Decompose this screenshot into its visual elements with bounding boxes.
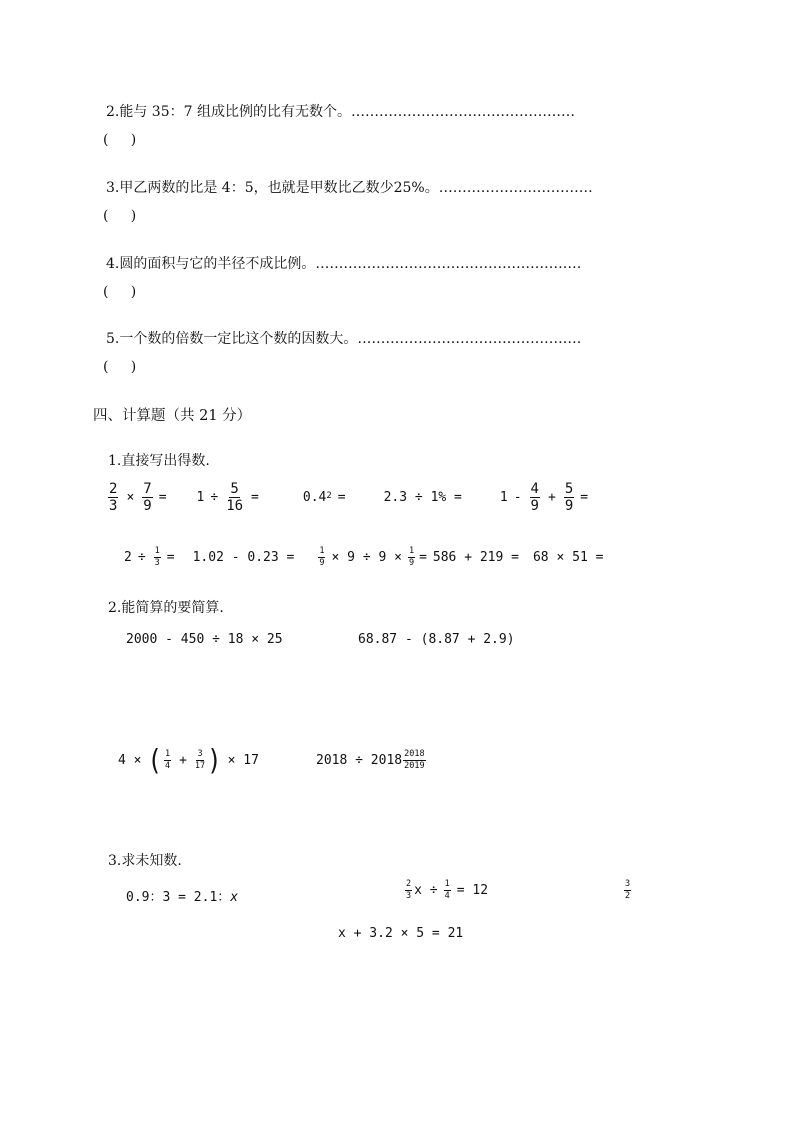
calc-row-2 (124, 547, 603, 567)
calc-2-1: 2 ÷ $\frac{1}{3}$ = (124, 546, 175, 568)
fraction: $\frac{1}{9}$ (319, 546, 325, 568)
calc-1-5: 1 - $\frac{4}{9}$ + $\frac{5}{9}$ = (499, 481, 589, 514)
tf-item-3: 3.甲乙两数的比是 4：5，也就是甲数比乙数少25%。…………………………… (106, 180, 593, 196)
fraction: $\frac{2}{3}$ (406, 879, 412, 901)
calc-2-5: 68 × 51 = (532, 549, 604, 565)
calc-1-3: 0.4 $^2$ = (302, 490, 346, 505)
fraction: $\frac{1}{9}$ (408, 546, 415, 568)
equation-3-fragment (622, 880, 633, 900)
calc-1-2: 1 ÷ $\frac{5}{16}$ = (196, 481, 259, 514)
fraction: $\frac{1}{4}$ (164, 749, 171, 771)
answer-blank-2[interactable]: ( ) (103, 132, 137, 148)
answer-blank-4[interactable]: ( ) (103, 284, 137, 300)
fraction: $\frac{4}{9}$ (530, 481, 539, 514)
simplify-expr-1: 2000 - 450 ÷ 18 × 25 (126, 632, 283, 647)
equation-2: $\frac{2}{3}$ x ÷ $\frac{1}{4}$ = 12 (406, 879, 489, 901)
fraction: $\frac{2}{3}$ (109, 481, 118, 514)
fraction: $\frac{1}{4}$ (444, 879, 450, 901)
tf-item-2: 2.能与 35：7 组成比例的比有无数个。………………………………………… (106, 104, 575, 120)
calc-row-1 (106, 482, 588, 513)
answer-blank-5[interactable]: ( ) (103, 359, 137, 375)
calc-2-4: 586 + 219 = (432, 549, 519, 565)
section-title: 四、计算题（共 21 分） (93, 408, 252, 424)
q1-label: 1.直接写出得数. (108, 453, 210, 469)
fraction: $\frac{2018}{2019}$ (404, 749, 425, 771)
fraction: $\frac{5}{9}$ (564, 481, 574, 514)
fraction: $\frac{3}{2}$ (625, 879, 631, 901)
calc-2-3: $\frac{1}{9}$ × 9 ÷ 9 × $\frac{1}{9}$ = (319, 546, 427, 568)
fraction: $\frac{3}{17}$ (194, 749, 206, 771)
q2-label: 2.能简算的要简算. (108, 600, 224, 616)
calc-1-4: 2.3 ÷ 1% = (383, 490, 462, 505)
fraction: $\frac{7}{9}$ (143, 481, 152, 514)
simplify-expr-4: 2018 ÷ 2018 $\frac{2018}{2019}$ (316, 749, 425, 771)
tf-item-5: 5.一个数的倍数一定比这个数的因数大。………………………………………… (106, 331, 582, 347)
equation-1: 0.9：3 = 2.1：x (126, 890, 239, 905)
tf-item-4: 4.圆的面积与它的半径不成比例。………………………………………………… (106, 256, 582, 272)
fraction: $\frac{1}{3}$ (154, 546, 160, 568)
equation-4: x + 3.2 × 5 = 21 (338, 926, 464, 941)
answer-blank-3[interactable]: ( ) (103, 208, 137, 224)
simplify-expr-3: 4 × ( $\frac{1}{4}$ + $\frac{3}{17}$ ) × 17 (118, 743, 259, 777)
simplify-expr-2: 68.87 - (8.87 + 2.9) (358, 632, 515, 647)
q3-label: 3.求未知数. (108, 853, 182, 869)
calc-2-2: 1.02 - 0.23 = (192, 549, 295, 565)
calc-1-1: $\frac{2}{3}$ × $\frac{7}{9}$ = (109, 481, 167, 514)
fraction: $\frac{5}{16}$ (226, 481, 244, 514)
